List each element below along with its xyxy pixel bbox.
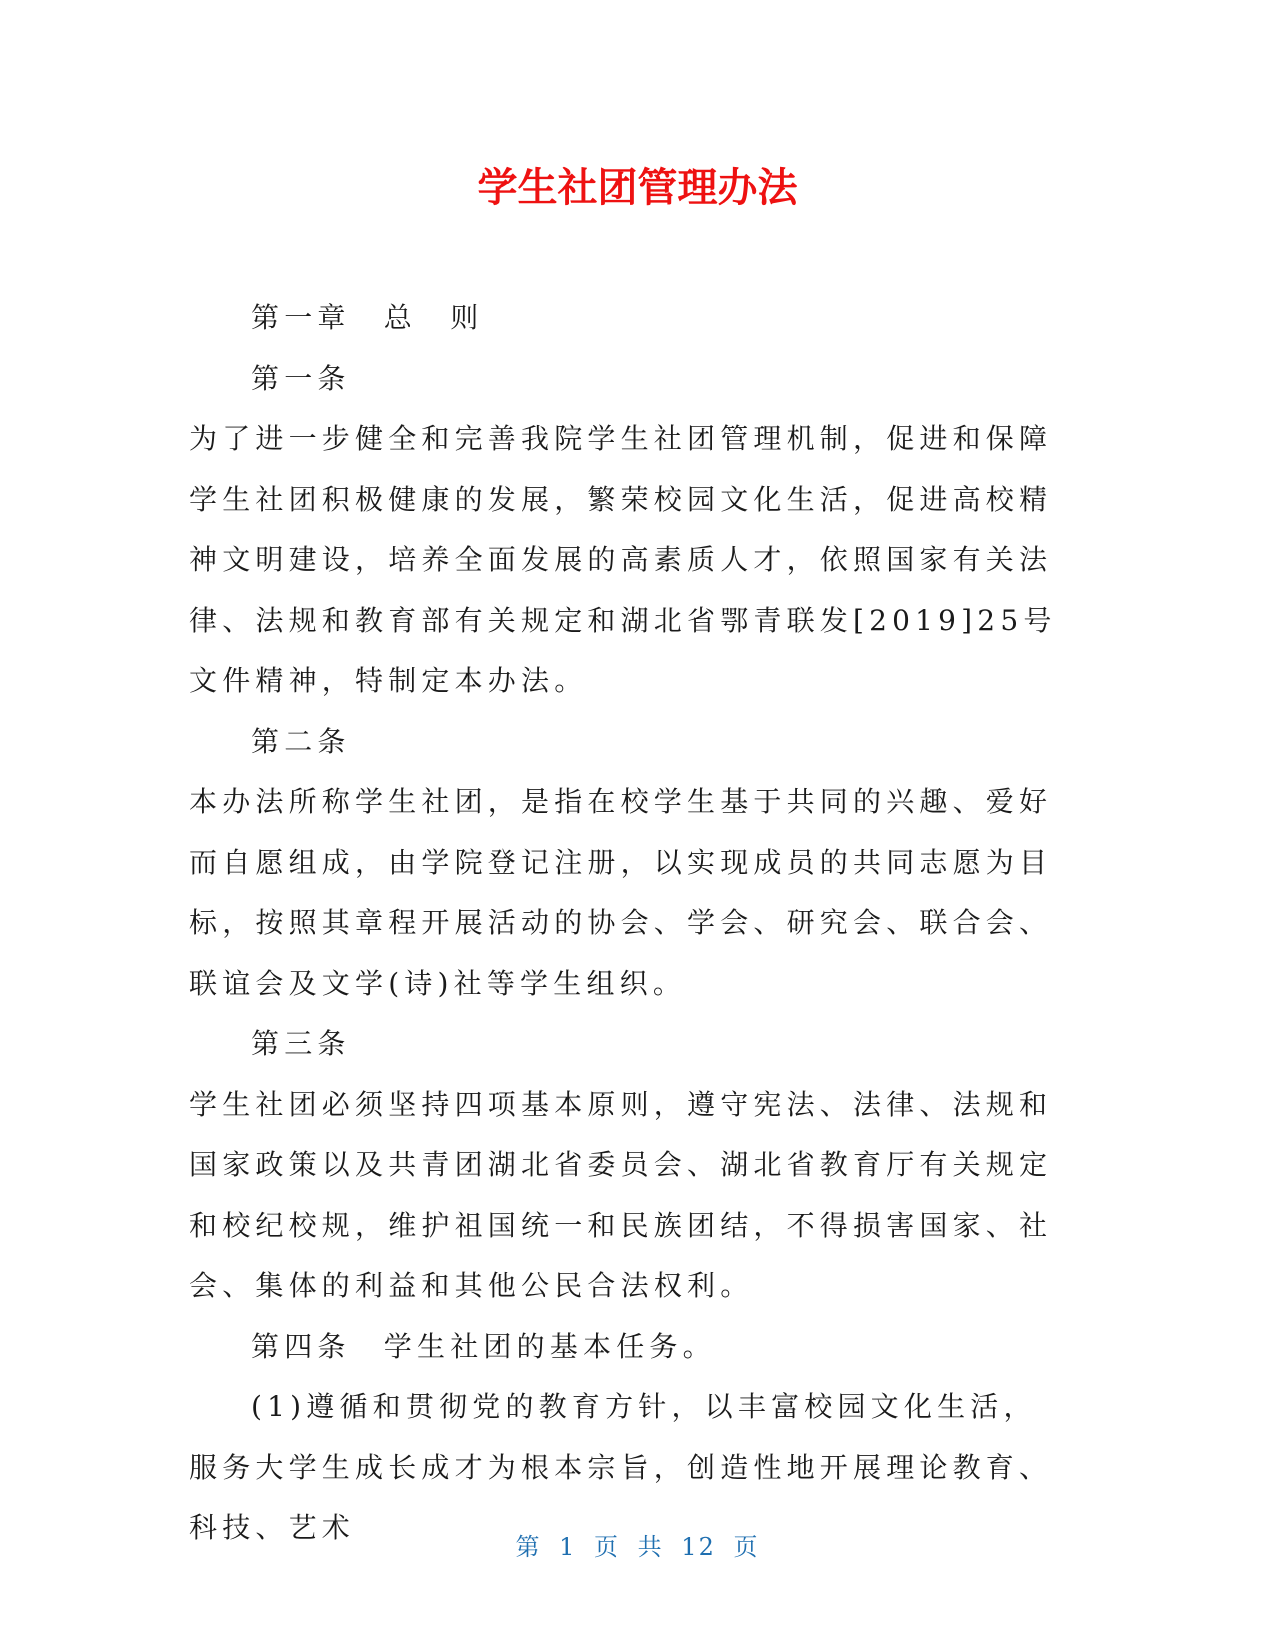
article-text-2: 本办法所称学生社团，是指在校学生基于共同的兴趣、爱好而自愿组成，由学院登记注册，以实现成员的共同志愿为目标，按照其章程开展活动的协会、学会、研究会、联合会、联谊会及文学(诗)社等学生组织。 <box>189 785 1053 1000</box>
chapter-heading: 第一章 总 则 <box>251 301 484 334</box>
article-heading-3: 第三条 <box>251 1027 351 1060</box>
article-heading-2: 第二条 <box>251 724 351 758</box>
document-title: 学生社团管理办法 <box>477 165 798 211</box>
article-text-4: (1)遵循和贯彻党的教育方针，以丰富校园文化生活，服务大学生成长成才为根本宗旨，创造性地开展理论教育、科技、艺术 <box>189 1390 1053 1544</box>
article-text-1: 为了进一步健全和完善我院学生社团管理机制，促进和保障学生社团积极健康的发展，繁荣校园文化生活，促进高校精神文明建设，培养全面发展的高素质人才，依照国家有关法律、法规和教育部有关规定和湖北省鄂青联发[2019]25号文件精神，特制定本办法。 <box>189 422 1057 697</box>
page-footer: 第 1 页 共 12 页 <box>515 1533 760 1561</box>
article-heading-1: 第一条 <box>251 361 351 395</box>
document-body <box>189 288 1069 1559</box>
article-text-3: 学生社团必须坚持四项基本原则，遵守宪法、法律、法规和国家政策以及共青团湖北省委员会、湖北省教育厅有关规定和校纪校规，维护祖国统一和民族团结，不得损害国家、社会、集体的利益和其他公民合法权利。 <box>189 1087 1053 1302</box>
article-heading-4: 第四条 学生社团的基本任务。 <box>251 1329 716 1363</box>
